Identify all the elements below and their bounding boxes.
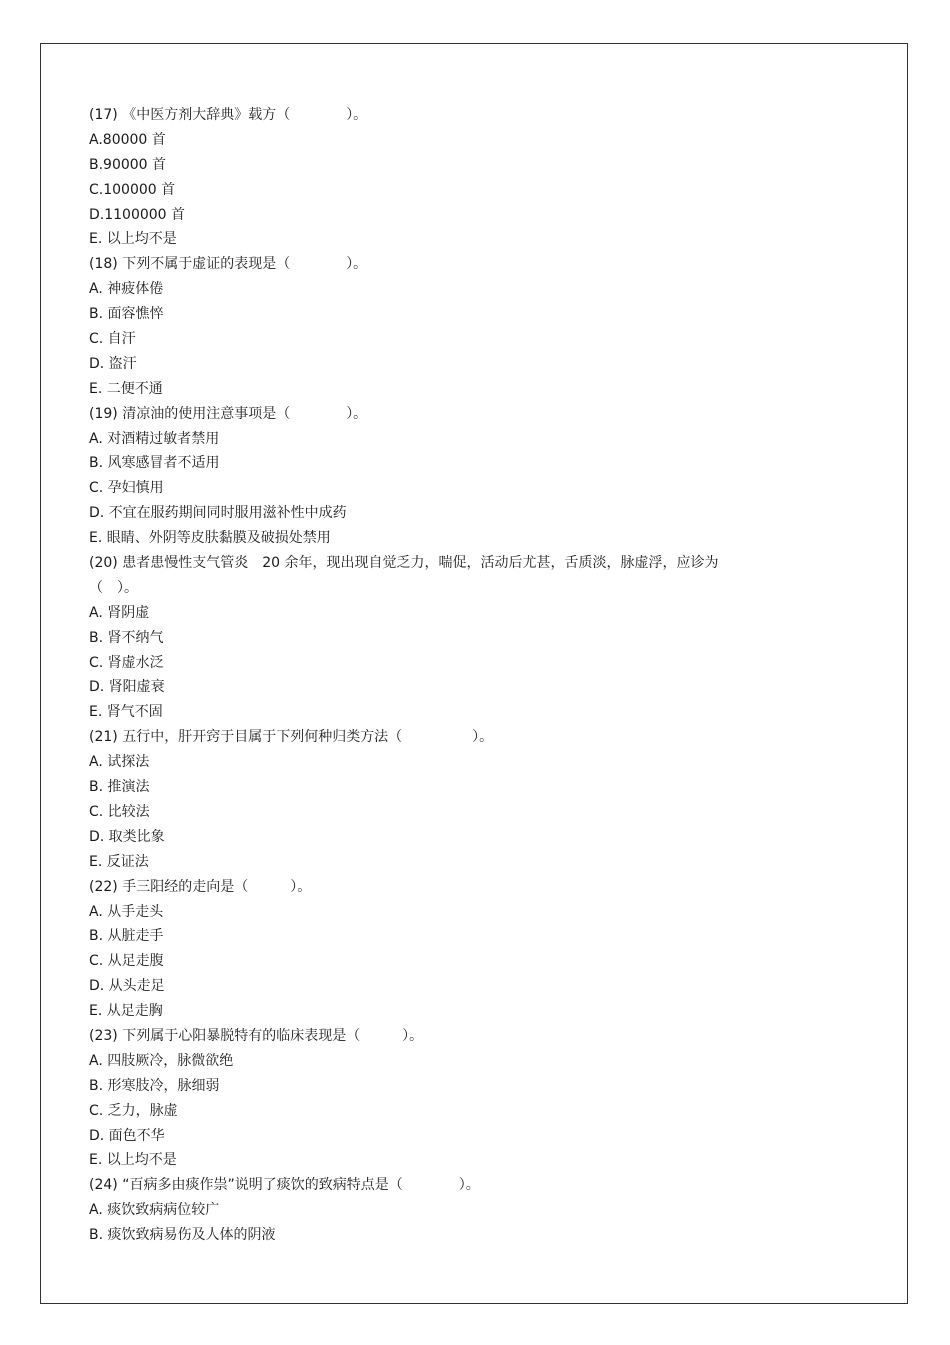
answer-option: B. 痰饮致病易伤及人体的阴液	[89, 1227, 276, 1244]
question-stem: (19) 清凉油的使用注意事项是（ ）。	[89, 405, 368, 422]
answer-option: C. 乏力，脉虚	[89, 1102, 178, 1119]
answer-option: E. 肾气不固	[89, 704, 163, 721]
answer-option: B.90000 首	[89, 156, 167, 173]
answer-option: A. 肾阴虚	[89, 604, 150, 621]
answer-option: E. 二便不通	[89, 380, 163, 397]
answer-option: B. 推演法	[89, 779, 150, 796]
answer-option: A.80000 首	[89, 131, 166, 148]
answer-option: C. 比较法	[89, 803, 150, 820]
question-list	[89, 103, 819, 1248]
question-stem: (22) 手三阳经的走向是（ ）。	[89, 878, 312, 895]
answer-option: A. 四肢厥冷，脉微欲绝	[89, 1052, 234, 1069]
question-stem: (21) 五行中，肝开窍于目属于下列何种归类方法（ ）。	[89, 729, 494, 746]
answer-option: B. 从脏走手	[89, 928, 164, 945]
answer-option: D. 取类比象	[89, 828, 165, 845]
answer-option: B. 肾不纳气	[89, 629, 164, 646]
answer-option: C. 从足走腹	[89, 953, 164, 970]
answer-option: A. 神疲体倦	[89, 281, 164, 298]
answer-option: B. 面容憔悴	[89, 306, 164, 323]
answer-option: A. 痰饮致病病位较广	[89, 1202, 220, 1219]
question-stem: (20) 患者患慢性支气管炎 20 余年，现出现自觉乏力，喘促，活动后尤甚，舌质淡，脉虚浮，应诊为	[89, 555, 719, 572]
question-stem: (17) 《中医方剂大辞典》载方（ ）。	[89, 107, 368, 123]
answer-option: A. 从手走头	[89, 903, 164, 920]
answer-option: C. 自汗	[89, 331, 136, 348]
answer-option: E. 眼睛、外阴等皮肤黏膜及破损处禁用	[89, 530, 331, 547]
answer-option: D. 肾阳虚衰	[89, 679, 165, 696]
answer-option: C. 孕妇慎用	[89, 480, 164, 497]
answer-option: C. 肾虚水泛	[89, 654, 164, 671]
answer-option: D.1100000 首	[89, 206, 186, 223]
question-stem-continuation: （ ）。	[89, 579, 138, 596]
answer-option: B. 形寒肢冷，脉细弱	[89, 1077, 220, 1094]
answer-option: E. 从足走胸	[89, 1003, 163, 1020]
answer-option: E. 以上均不是	[89, 231, 177, 248]
question-stem: (23) 下列属于心阳暴脱特有的临床表现是（ ）。	[89, 1027, 424, 1044]
question-stem: (24) “百病多由痰作祟”说明了痰饮的致病特点是（ ）。	[89, 1177, 480, 1194]
answer-option: E. 以上均不是	[89, 1152, 177, 1169]
answer-option: A. 对酒精过敏者禁用	[89, 430, 220, 447]
answer-option: E. 反证法	[89, 853, 149, 870]
answer-option: D. 从头走足	[89, 978, 165, 995]
answer-option: C.100000 首	[89, 181, 176, 198]
answer-option: D. 不宜在服药期间同时服用滋补性中成药	[89, 505, 347, 522]
answer-option: B. 风寒感冒者不适用	[89, 455, 220, 472]
answer-option: D. 面色不华	[89, 1127, 165, 1144]
answer-option: A. 试探法	[89, 754, 150, 771]
answer-option: D. 盗汗	[89, 355, 137, 372]
question-stem: (18) 下列不属于虚证的表现是（ ）。	[89, 256, 368, 273]
